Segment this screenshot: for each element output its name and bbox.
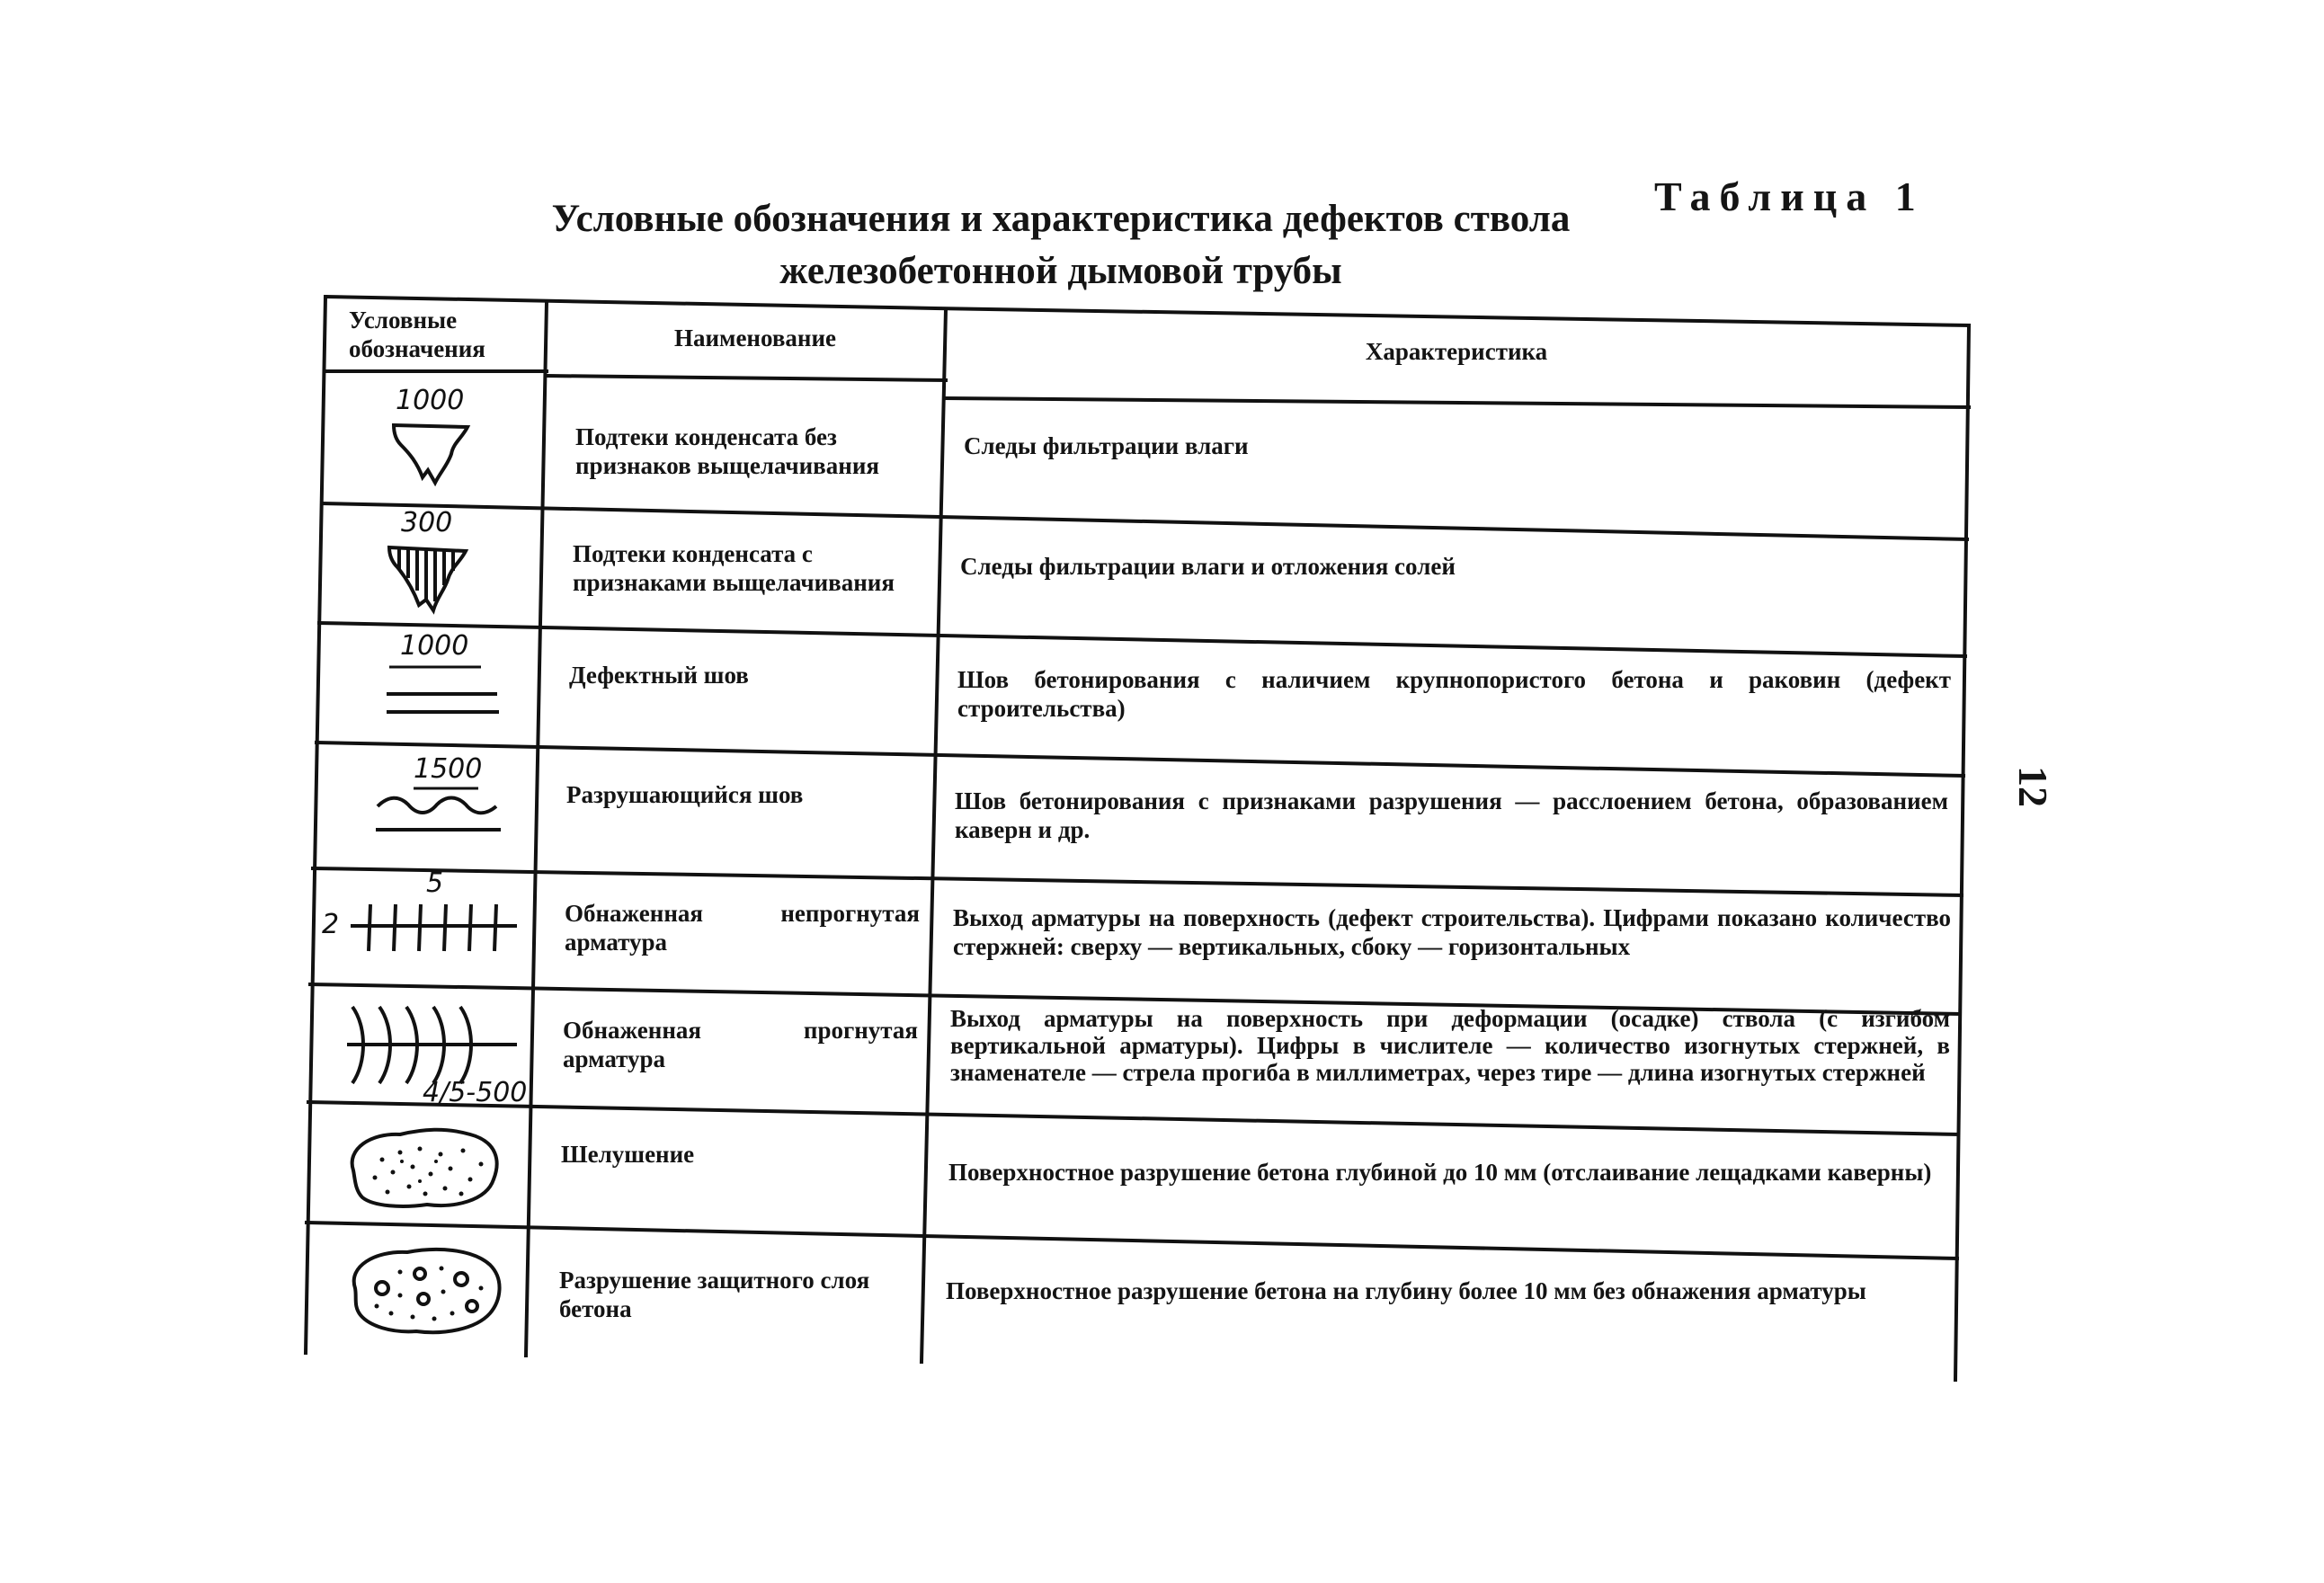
row-characteristic: Следы фильтрации влаги и отложения солей: [960, 553, 1456, 580]
row-characteristic: Шов бетонирования с наличием крупнопористого бетона и раковин (дефект строительства): [957, 666, 1951, 722]
row-name: Разрушение защитного слоя бетона: [559, 1267, 870, 1322]
row-characteristic: Шов бетонирования с признаками разрушения — расслоением бетона, образованием каверн и др.: [955, 787, 1948, 843]
row-name: Подтеки конденсата без признаков выщелачивания: [575, 423, 879, 479]
symbol-label: 300: [401, 507, 453, 538]
row-name: Подтеки конденсата с признаками выщелачивания: [573, 540, 895, 596]
row-characteristic: Выход арматуры на поверхность при деформации (осадке) ствола (с изгибом вертикальной арматуры). Цифры в числителе — количество изогнутых стержней, в знаменателе — стрела прогиба в миллиметрах, через тире — длина изогнутых стержней: [950, 1005, 1950, 1086]
symbol-label: 1000: [400, 630, 469, 662]
symbol-label-side: 2: [322, 909, 340, 940]
table-title: Условные обозначения и характеристика дефектов ствола железобетонной дымовой трубы: [551, 198, 1571, 292]
page-number: 12: [2010, 766, 2056, 807]
row-characteristic: Выход арматуры на поверхность (дефект строительства). Цифрами показано количество стержней: сверху — вертикальных, сбоку — горизонтальных: [953, 904, 1951, 960]
dotted-blob-with-holes-icon: [337, 1236, 517, 1348]
symbol-label-top: 5: [426, 867, 444, 899]
row-name: Обнаженная непрогнутая арматура: [565, 900, 920, 956]
row-name: Обнаженная прогнутая арматура: [563, 1017, 918, 1072]
symbol-label: 4/5-500: [423, 1077, 528, 1108]
hatched-drip-icon: [340, 508, 538, 620]
header-name: Наименование: [674, 325, 836, 351]
symbol-label: 1500: [414, 753, 483, 785]
straight-rebar-ticks-icon: [315, 867, 530, 983]
row-name: Дефектный шов: [569, 662, 749, 689]
header-characteristic: Характеристика: [1365, 338, 1548, 365]
hanging-drip-outline-icon: [342, 382, 539, 499]
row-name: Разрушающийся шов: [566, 781, 804, 808]
wavy-line-seam-icon: [334, 751, 532, 863]
row-name: Шелушение: [561, 1141, 695, 1168]
bent-rebar-arcs-icon: [315, 989, 530, 1106]
dotted-blob-icon: [337, 1115, 517, 1223]
row-characteristic: Поверхностное разрушение бетона глубиной до 10 мм (отслаивание лещадками каверны): [948, 1159, 1932, 1186]
double-line-seam-icon: [337, 629, 535, 737]
row-characteristic: Поверхностное разрушение бетона на глубину более 10 мм без обнажения арматуры: [946, 1277, 1866, 1304]
symbol-label: 1000: [396, 385, 465, 416]
header-symbols: Условные обозначения: [349, 307, 485, 362]
row-characteristic: Следы фильтрации влаги: [964, 432, 1249, 459]
table-label: Таблица 1: [1654, 173, 1925, 219]
